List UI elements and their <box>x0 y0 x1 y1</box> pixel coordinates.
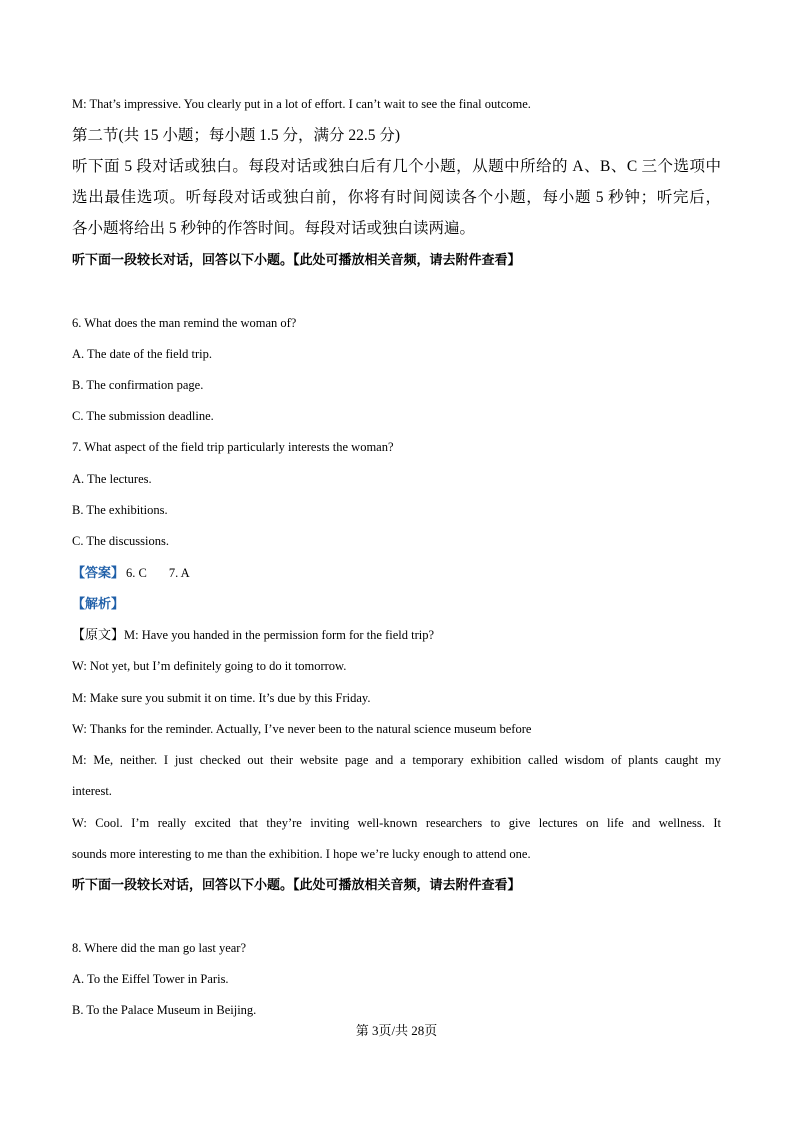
transcript-line: W: Thanks for the reminder. Actually, I’ve never been to the natural science museum before <box>72 722 532 736</box>
transcript-line: M: Make sure you submit it on time. It’s due by this Friday. <box>72 691 371 705</box>
answer-label: 【答案】 <box>72 566 125 581</box>
instruction-line: 各小题将给出 5 秒钟的作答时间。每段对话或独白读两遍。 <box>72 220 476 237</box>
option-8b: B. To the Palace Museum in Beijing. <box>72 1003 257 1017</box>
transcript-line: M: Me, neither. I just checked out their website page and a temporary exhibition called wisdom of plants caught my <box>72 753 721 767</box>
answer-line <box>72 565 190 582</box>
audio-instruction: 听下面一段较长对话，回答以下小题。【此处可播放相关音频，请去附件查看】 <box>72 252 521 267</box>
answer-7: 7. A <box>168 566 190 580</box>
analysis-label: 【解析】 <box>72 597 125 612</box>
option-6a: A. The date of the field trip. <box>72 347 213 361</box>
option-7c: C. The discussions. <box>72 534 169 548</box>
question-7: 7. What aspect of the field trip particularly interests the woman? <box>72 440 394 454</box>
audio-instruction: 听下面一段较长对话，回答以下小题。【此处可播放相关音频，请去附件查看】 <box>72 877 521 892</box>
transcript-line: W: Not yet, but I’m definitely going to do it tomorrow. <box>72 659 347 673</box>
option-7a: A. The lectures. <box>72 472 152 486</box>
page-footer: 第 3页/共 28页 <box>355 1023 438 1038</box>
transcript-line <box>72 627 434 644</box>
option-7b: B. The exhibitions. <box>72 503 168 517</box>
option-8a: A. To the Eiffel Tower in Paris. <box>72 972 229 986</box>
section-heading: 第二节(共 15 小题；每小题 1.5 分，满分 22.5 分) <box>72 127 401 144</box>
transcript-line: W: Cool. I’m really excited that they’re inviting well-known researchers to give lectures on life and wellness. It <box>72 816 721 830</box>
transcript-line: interest. <box>72 784 112 798</box>
instruction-line: 听下面 5 段对话或独白。每段对话或独白后有几个小题，从题中所给的 A、B、C 三个选项中 <box>72 158 721 175</box>
instruction-line: 选出最佳选项。听每段对话或独白前，你将有时间阅读各个小题，每小题 5 秒钟；听完后， <box>72 189 721 206</box>
original-label: 【原文】 <box>72 628 125 643</box>
transcript-text: M: Have you handed in the permission form for the field trip? <box>124 628 435 642</box>
answer-6: 6. C <box>126 566 147 580</box>
option-6b: B. The confirmation page. <box>72 378 204 392</box>
option-6c: C. The submission deadline. <box>72 409 214 423</box>
question-8: 8. Where did the man go last year? <box>72 941 247 955</box>
analysis-line <box>72 596 124 613</box>
transcript-line: sounds more interesting to me than the exhibition. I hope we’re lucky enough to attend one. <box>72 847 531 861</box>
dialogue-line: M: That’s impressive. You clearly put in a lot of effort. I can’t wait to see the final outcome. <box>72 97 531 111</box>
question-6: 6. What does the man remind the woman of? <box>72 316 297 330</box>
